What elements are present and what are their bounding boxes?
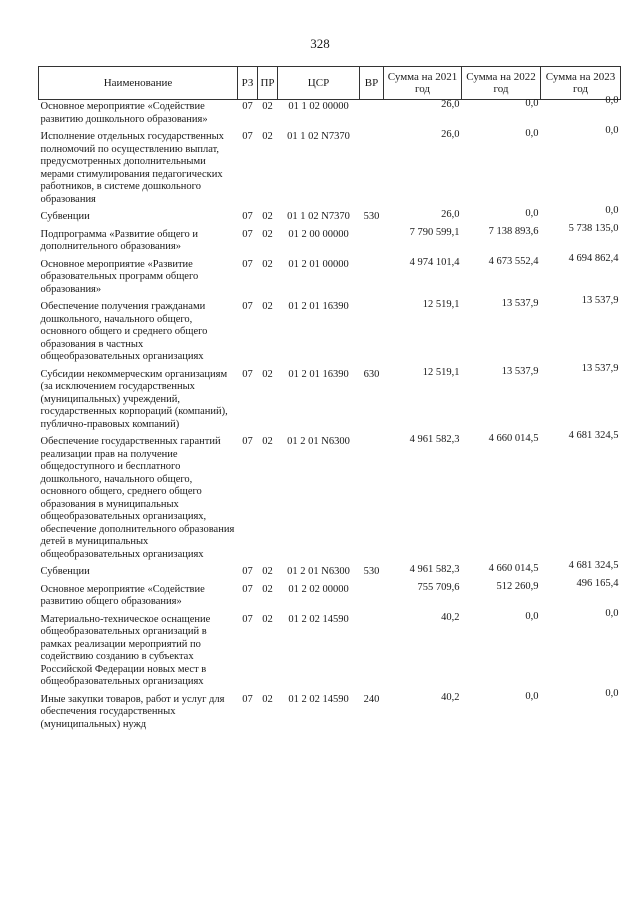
row-sum-2022-value: 4 660 014,5 bbox=[488, 433, 539, 444]
row-sum-2021-value: 40,2 bbox=[441, 691, 460, 703]
row-sum-2022-value: 0,0 bbox=[525, 610, 539, 622]
table-header-row bbox=[39, 67, 621, 100]
row-vr bbox=[360, 435, 384, 565]
row-rz: 07 bbox=[242, 131, 253, 142]
row-sum-2021-value: 4 961 582,3 bbox=[409, 434, 460, 445]
row-pr: 02 bbox=[262, 228, 273, 240]
row-name: Субвенции bbox=[40, 566, 90, 577]
row-csr: 01 1 02 N7370 bbox=[287, 131, 350, 142]
row-sum-2021 bbox=[384, 693, 462, 736]
row-csr: 01 2 02 14590 bbox=[288, 693, 349, 705]
row-sum-2021 bbox=[384, 583, 462, 613]
row-sum-2022-value: 13 537,9 bbox=[501, 365, 539, 377]
row-rz: 07 bbox=[242, 583, 253, 595]
row-sum-2022-value: 0,0 bbox=[525, 128, 539, 139]
row-sum-2022-value: 13 537,9 bbox=[501, 298, 539, 309]
table-row bbox=[39, 613, 621, 693]
row-name: Исполнение отдельных государственных полномочий по осуществлению выплат, предусмотренных дополнительными мерами стимулирования педагогических работников, в системе дошкольного образования bbox=[40, 131, 224, 205]
table-row bbox=[39, 228, 621, 258]
row-vr: 630 bbox=[363, 368, 380, 380]
row-sum-2021 bbox=[384, 210, 462, 228]
row-sum-2022 bbox=[462, 255, 541, 301]
row-sum-2023-value: 13 537,9 bbox=[581, 295, 619, 306]
table-row bbox=[39, 258, 621, 301]
header-csr: ЦСР bbox=[278, 67, 360, 100]
header-sum-2023: Сумма на 2023 год bbox=[541, 67, 621, 100]
row-sum-2021-value: 26,0 bbox=[441, 99, 460, 110]
row-sum-2022-value: 0,0 bbox=[525, 690, 539, 702]
row-sum-2022-value: 0,0 bbox=[525, 98, 539, 109]
row-csr: 01 1 02 N7370 bbox=[287, 211, 350, 222]
row-sum-2021 bbox=[384, 300, 462, 368]
row-sum-2022 bbox=[462, 365, 541, 436]
row-pr: 02 bbox=[262, 566, 273, 577]
row-sum-2023-value: 0,0 bbox=[605, 687, 619, 699]
row-sum-2021-value: 7 790 599,1 bbox=[409, 226, 460, 238]
row-rz: 07 bbox=[242, 566, 253, 577]
row-sum-2023 bbox=[541, 125, 621, 210]
row-sum-2021 bbox=[384, 100, 462, 131]
row-vr bbox=[360, 613, 384, 693]
row-sum-2021-value: 755 709,6 bbox=[417, 581, 460, 593]
row-sum-2021 bbox=[384, 435, 462, 565]
table-row bbox=[39, 583, 621, 613]
row-sum-2022 bbox=[462, 300, 541, 368]
row-rz: 07 bbox=[242, 368, 253, 380]
row-sum-2021 bbox=[384, 228, 462, 258]
row-sum-2022-value: 0,0 bbox=[525, 208, 539, 219]
row-sum-2022 bbox=[462, 580, 541, 613]
row-vr bbox=[360, 228, 384, 258]
row-vr: 240 bbox=[363, 693, 380, 705]
row-sum-2023-value: 0,0 bbox=[605, 205, 619, 216]
row-name: Основное мероприятие «Содействие развитию общего образования» bbox=[40, 583, 205, 607]
row-name: Субвенции bbox=[40, 211, 90, 222]
row-sum-2023-value: 496 165,4 bbox=[576, 577, 619, 589]
header-vr: ВР bbox=[360, 67, 384, 100]
row-sum-2022-value: 4 673 552,4 bbox=[488, 255, 539, 267]
row-name: Подпрограмма «Развитие общего и дополнительного образования» bbox=[40, 228, 199, 252]
row-sum-2023-value: 13 537,9 bbox=[581, 362, 619, 374]
table-row bbox=[39, 435, 621, 565]
row-csr: 01 2 00 00000 bbox=[288, 228, 349, 240]
row-csr: 01 2 01 N6300 bbox=[287, 566, 350, 577]
row-pr: 02 bbox=[262, 436, 273, 447]
header-rz: РЗ bbox=[238, 67, 258, 100]
row-name: Субсидии некоммерческим организациям (за исключением государственных (муниципальных) учреждений, государственных корпораций (компаний), публично-правовых компаний) bbox=[40, 368, 228, 430]
row-sum-2023 bbox=[541, 430, 621, 565]
table-row bbox=[39, 130, 621, 210]
row-csr: 01 2 02 14590 bbox=[288, 613, 349, 625]
row-sum-2021-value: 12 519,1 bbox=[422, 366, 460, 378]
row-sum-2022 bbox=[462, 130, 541, 210]
row-vr bbox=[360, 300, 384, 368]
row-sum-2023 bbox=[541, 607, 621, 693]
row-name: Основное мероприятие «Развитие образовательных программ общего образования» bbox=[40, 258, 199, 295]
page-number: 328 bbox=[310, 36, 330, 51]
table-row bbox=[39, 300, 621, 368]
header-sum-2022: Сумма на 2022 год bbox=[462, 67, 541, 100]
header-sum-2021: Сумма на 2021 год bbox=[384, 67, 462, 100]
row-sum-2023-value: 5 738 135,0 bbox=[568, 222, 619, 234]
table-row bbox=[39, 100, 621, 131]
row-sum-2021 bbox=[384, 613, 462, 693]
row-sum-2021 bbox=[384, 368, 462, 436]
row-vr: 530 bbox=[363, 566, 380, 577]
row-sum-2022 bbox=[462, 435, 541, 565]
row-sum-2023 bbox=[541, 295, 621, 368]
row-sum-2022 bbox=[462, 610, 541, 693]
header-name: Наименование bbox=[39, 67, 238, 100]
row-sum-2023-value: 0,0 bbox=[605, 95, 619, 106]
row-vr: 530 bbox=[363, 211, 380, 222]
table-row bbox=[39, 693, 621, 736]
row-pr: 02 bbox=[262, 211, 273, 222]
row-rz: 07 bbox=[242, 211, 253, 222]
row-vr bbox=[360, 130, 384, 210]
row-name: Обеспечение государственных гарантий реализации прав на получение общедоступного и бесплатного дошкольного, начального общего, основного общего, среднего общего образования в муниципальных общеобразовательных организациях, обеспечение дополнительного образования детей в муниципальных общеобразовательных организациях bbox=[40, 436, 235, 560]
row-csr: 01 2 01 16390 bbox=[288, 368, 349, 380]
row-name: Материально-техническое оснащение общеобразовательных организаций в рамках реализации мероприятий по содействию созданию в субъектах Российской Федерации новых мест в общеобразовательных организациях bbox=[40, 613, 211, 687]
row-sum-2023-value: 4 681 324,5 bbox=[568, 430, 619, 441]
row-rz: 07 bbox=[242, 258, 253, 270]
row-sum-2023 bbox=[541, 252, 621, 301]
row-sum-2023-value: 0,0 bbox=[605, 607, 619, 619]
row-name: Иные закупки товаров, работ и услуг для обеспечения государственных (муниципальных) нужд bbox=[40, 693, 225, 730]
row-rz: 07 bbox=[242, 613, 253, 625]
row-pr: 02 bbox=[262, 613, 273, 625]
row-sum-2023 bbox=[541, 362, 621, 436]
row-csr: 01 2 01 00000 bbox=[288, 258, 349, 270]
row-vr bbox=[360, 100, 384, 131]
row-pr: 02 bbox=[262, 258, 273, 270]
row-csr: 01 2 02 00000 bbox=[288, 583, 349, 595]
row-sum-2021-value: 4 974 101,4 bbox=[409, 256, 460, 268]
row-rz: 07 bbox=[242, 301, 253, 312]
row-pr: 02 bbox=[262, 583, 273, 595]
row-rz: 07 bbox=[242, 436, 253, 447]
row-pr: 02 bbox=[262, 368, 273, 380]
row-sum-2023-value: 0,0 bbox=[605, 125, 619, 136]
row-sum-2022-value: 4 660 014,5 bbox=[488, 563, 539, 574]
row-sum-2023-value: 4 694 862,4 bbox=[568, 252, 619, 264]
row-sum-2021-value: 4 961 582,3 bbox=[409, 564, 460, 575]
table-row bbox=[39, 368, 621, 436]
row-csr: 01 1 02 00000 bbox=[288, 101, 349, 112]
row-sum-2022 bbox=[462, 225, 541, 258]
row-sum-2021 bbox=[384, 565, 462, 583]
row-sum-2022 bbox=[462, 690, 541, 736]
budget-table bbox=[38, 66, 621, 735]
row-sum-2022 bbox=[462, 100, 541, 131]
row-name: Основное мероприятие «Содействие развитию дошкольного образования» bbox=[40, 101, 208, 125]
row-sum-2021-value: 26,0 bbox=[441, 209, 460, 220]
header-pr: ПР bbox=[258, 67, 278, 100]
row-pr: 02 bbox=[262, 131, 273, 142]
row-sum-2021 bbox=[384, 130, 462, 210]
row-sum-2021-value: 26,0 bbox=[441, 129, 460, 140]
row-sum-2021-value: 12 519,1 bbox=[422, 299, 460, 310]
row-csr: 01 2 01 N6300 bbox=[287, 436, 350, 447]
row-name: Обеспечение получения гражданами дошкольного, начального общего, основного общего и среднего общего образования в частных общеобразовательных организациях bbox=[40, 301, 208, 362]
row-sum-2023 bbox=[541, 687, 621, 736]
row-csr: 01 2 01 16390 bbox=[288, 301, 349, 312]
row-rz: 07 bbox=[242, 101, 253, 112]
row-sum-2021 bbox=[384, 258, 462, 301]
row-rz: 07 bbox=[242, 693, 253, 705]
row-sum-2022-value: 7 138 893,6 bbox=[488, 225, 539, 237]
row-sum-2023-value: 4 681 324,5 bbox=[568, 560, 619, 571]
row-sum-2022-value: 512 260,9 bbox=[496, 580, 539, 592]
row-vr bbox=[360, 583, 384, 613]
row-rz: 07 bbox=[242, 228, 253, 240]
row-pr: 02 bbox=[262, 101, 273, 112]
row-pr: 02 bbox=[262, 693, 273, 705]
row-sum-2021-value: 40,2 bbox=[441, 611, 460, 623]
row-pr: 02 bbox=[262, 301, 273, 312]
row-vr bbox=[360, 258, 384, 301]
